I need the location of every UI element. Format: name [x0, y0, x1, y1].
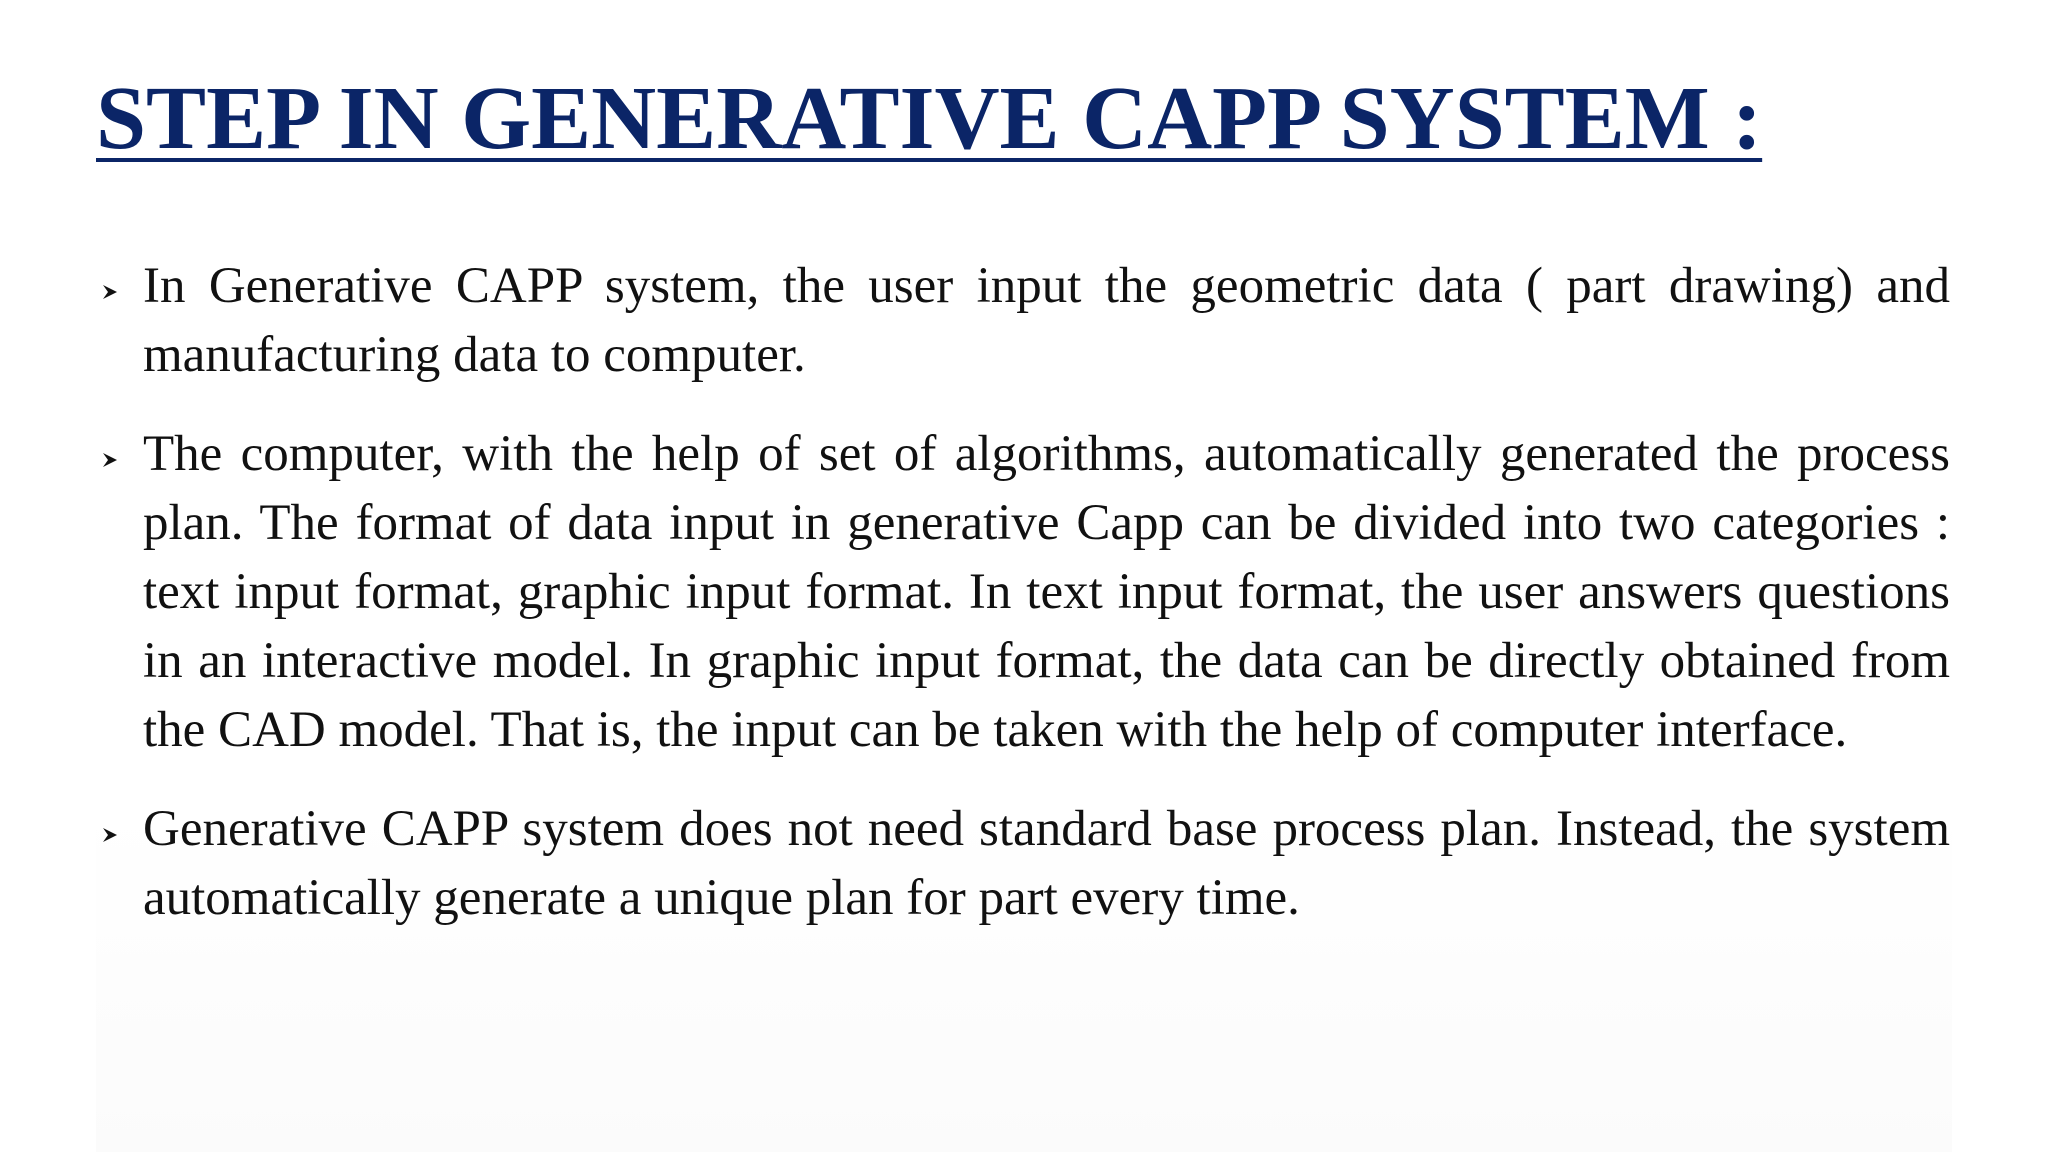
slide-title: STEP IN GENERATIVE CAPP SYSTEM :	[96, 69, 1763, 168]
arrowhead-bullet-icon	[100, 450, 120, 470]
bullet-list	[96, 252, 1950, 963]
arrowhead-bullet-icon	[100, 825, 120, 845]
bullet-text: In Generative CAPP system, the user input the geometric data ( part drawing) and manufacturing data to computer.	[143, 258, 1950, 383]
bullet-text: The computer, with the help of set of algorithms, automatically generated the process plan. The format of data input in generative Capp can be divided into two categories : text input format, graphic input format. In text input format, the user answers questions in an interactive model. In graphic input format, the data can be directly obtained from the CAD model. That is, the input can be taken with the help of computer interface.	[143, 426, 1950, 758]
bullet-item	[96, 420, 1950, 765]
arrowhead-bullet-icon	[100, 282, 120, 302]
bullet-text: Generative CAPP system does not need standard base process plan. Instead, the system automatically generate a unique plan for part every time.	[143, 801, 1950, 926]
bullet-item	[96, 795, 1950, 933]
bullet-item	[96, 252, 1950, 390]
